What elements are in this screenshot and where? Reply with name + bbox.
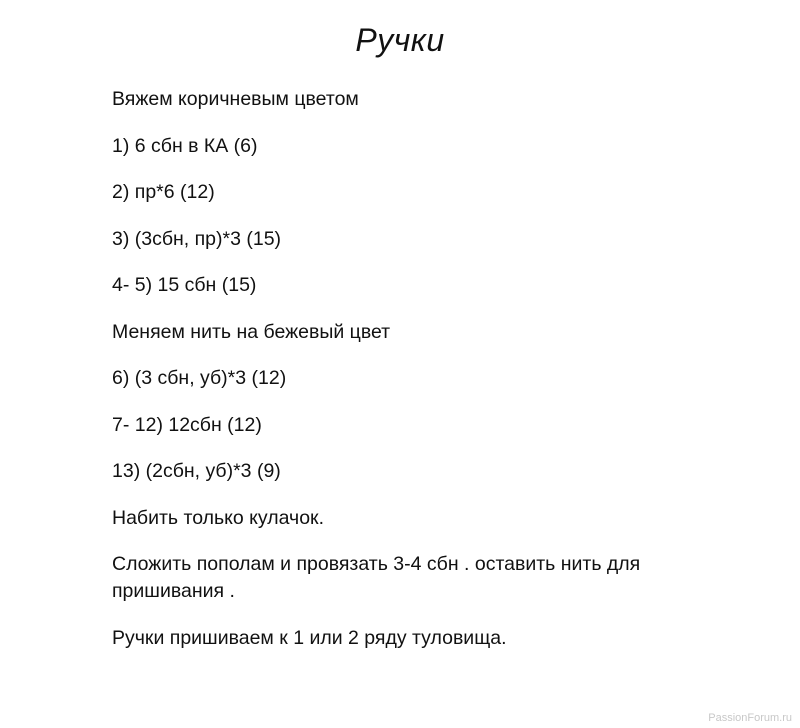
instruction-line: Меняем нить на бежевый цвет: [112, 320, 391, 343]
instruction-line: 7- 12) 12сбн (12): [112, 413, 262, 436]
instruction-line: Ручки пришиваем к 1 или 2 ряду туловища.: [112, 626, 507, 649]
instruction-line: 4- 5) 15 сбн (15): [112, 274, 257, 296]
instruction-line: 2) пр*6 (12): [112, 181, 215, 203]
instruction-line: Набить только кулачок.: [112, 506, 324, 529]
instruction-line: 6) (3 сбн, уб)*3 (12): [112, 367, 287, 389]
instruction-line: 13) (2сбн, уб)*3 (9): [112, 460, 281, 482]
watermark: PassionForum.ru: [708, 712, 792, 724]
instruction-line: 3) (3сбн, пр)*3 (15): [112, 227, 282, 250]
instructions-list: [112, 86, 752, 671]
instruction-line: Сложить пополам и провязать 3-4 сбн . оставить нить для пришивания .: [112, 553, 646, 602]
instruction-line: Вяжем коричневым цветом: [112, 88, 359, 110]
page-title: Ручки: [355, 22, 445, 58]
instruction-line: 1) 6 сбн в КА (6): [112, 134, 258, 157]
